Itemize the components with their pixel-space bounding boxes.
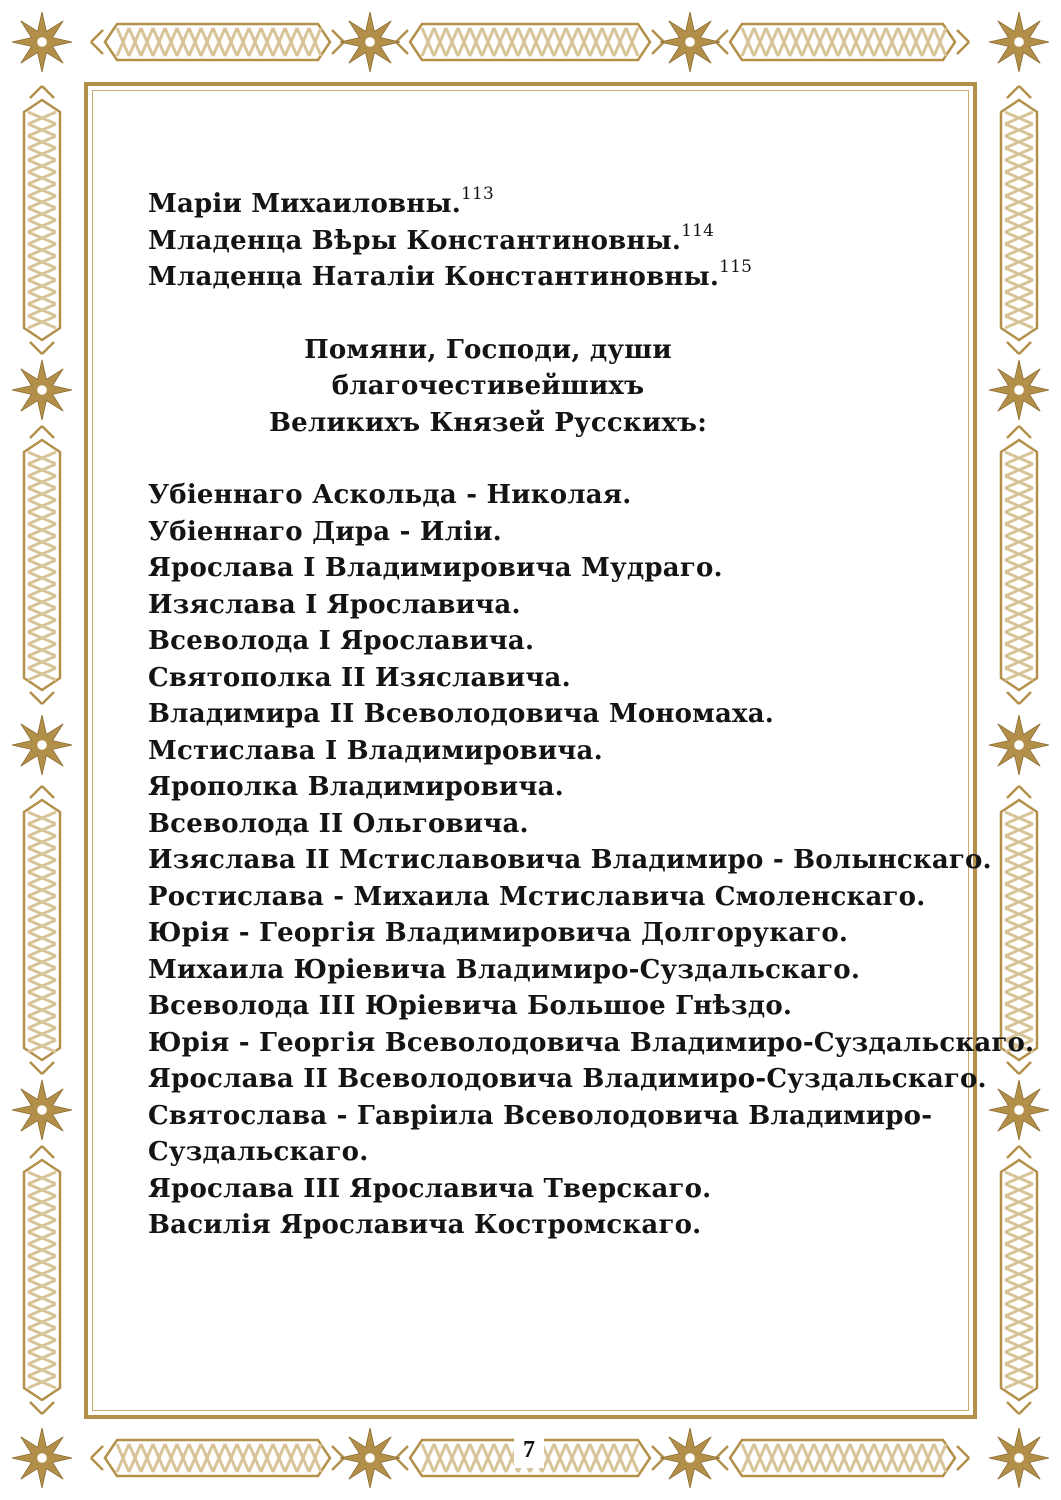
list-item: Всеволода III Юріевича Большое Гнѣздо. (148, 991, 793, 1021)
knot-band-ornament (716, 1440, 969, 1476)
footnote-ref: 115 (719, 257, 753, 278)
list-item: Суздальскаго. (148, 1137, 369, 1167)
page-number: 7 (514, 1432, 544, 1468)
knot-band-ornament (91, 1440, 344, 1476)
footnote-ref: 113 (461, 184, 495, 205)
knot-band-ornament (24, 786, 60, 1074)
list-item: Василія Ярославича Костромскаго. (148, 1210, 702, 1240)
knot-band-ornament (716, 24, 969, 60)
knot-band-ornament (1001, 86, 1037, 354)
list-item: Ростислава - Михаила Мстиславича Смоленскаго. (148, 881, 926, 912)
names-list (148, 477, 1035, 1244)
section-heading (183, 332, 793, 442)
knot-band-ornament (1001, 426, 1037, 704)
dedication-line-3: Младенца Наталіи Константиновны.$^{115}$ (148, 257, 753, 292)
knot-band-ornament (24, 86, 60, 354)
list-item: Михаила Юріевича Владимиро-Суздальскаго. (148, 954, 861, 985)
list-item: Убіеннаго Дира - Иліи. (148, 516, 502, 547)
knot-band-ornament (24, 1146, 60, 1414)
list-item: Святополка II Изяславича. (148, 662, 571, 693)
list-item: Ярослава III Ярославича Тверскаго. (148, 1173, 712, 1204)
list-item: Мстислава I Владимировича. (148, 735, 603, 766)
list-item: Ярослава I Владимировича Мудраго. (148, 553, 723, 583)
dedication-line-1: Маріи Михаиловны.$^{113}$ (148, 184, 495, 219)
prayer-text (148, 184, 1035, 1244)
dedication-line-2: Младенца Вѣры Константиновны.$^{114}$ (148, 220, 715, 256)
footnote-ref: 114 (681, 220, 715, 241)
list-item: Владимира II Всеволодовича Мономаха. (148, 699, 774, 729)
list-item: Изяслава II Мстиславовича Владимиро - Волынскаго. (148, 845, 992, 875)
list-item: Святослава - Гавріила Всеволодовича Владимиро- (148, 1100, 933, 1131)
knot-band-ornament (1001, 1146, 1037, 1414)
knot-band-ornament (24, 426, 60, 704)
list-item: Изяслава I Ярославича. (148, 589, 521, 620)
knot-band-ornament (91, 24, 344, 60)
list-item: Убіеннаго Аскольда - Николая. (148, 480, 632, 510)
heading-line-1: Помяни, Господи, души благочестивейшихъ (304, 334, 672, 401)
list-item: Юрія - Георгія Всеволодовича Владимиро-Суздальскаго. (148, 1027, 1035, 1058)
list-item: Юрія - Георгія Владимировича Долгорукаго. (148, 918, 849, 948)
list-item: Всеволода I Ярославича. (148, 626, 535, 656)
list-item: Ярополка Владимировича. (148, 772, 564, 802)
knot-band-ornament (396, 24, 664, 60)
list-item: Ярослава II Всеволодовича Владимиро-Суздальскаго. (148, 1064, 987, 1094)
list-item: Всеволода II Ольговича. (148, 808, 529, 839)
heading-line-2: Великихъ Князей Русскихъ: (268, 407, 707, 438)
